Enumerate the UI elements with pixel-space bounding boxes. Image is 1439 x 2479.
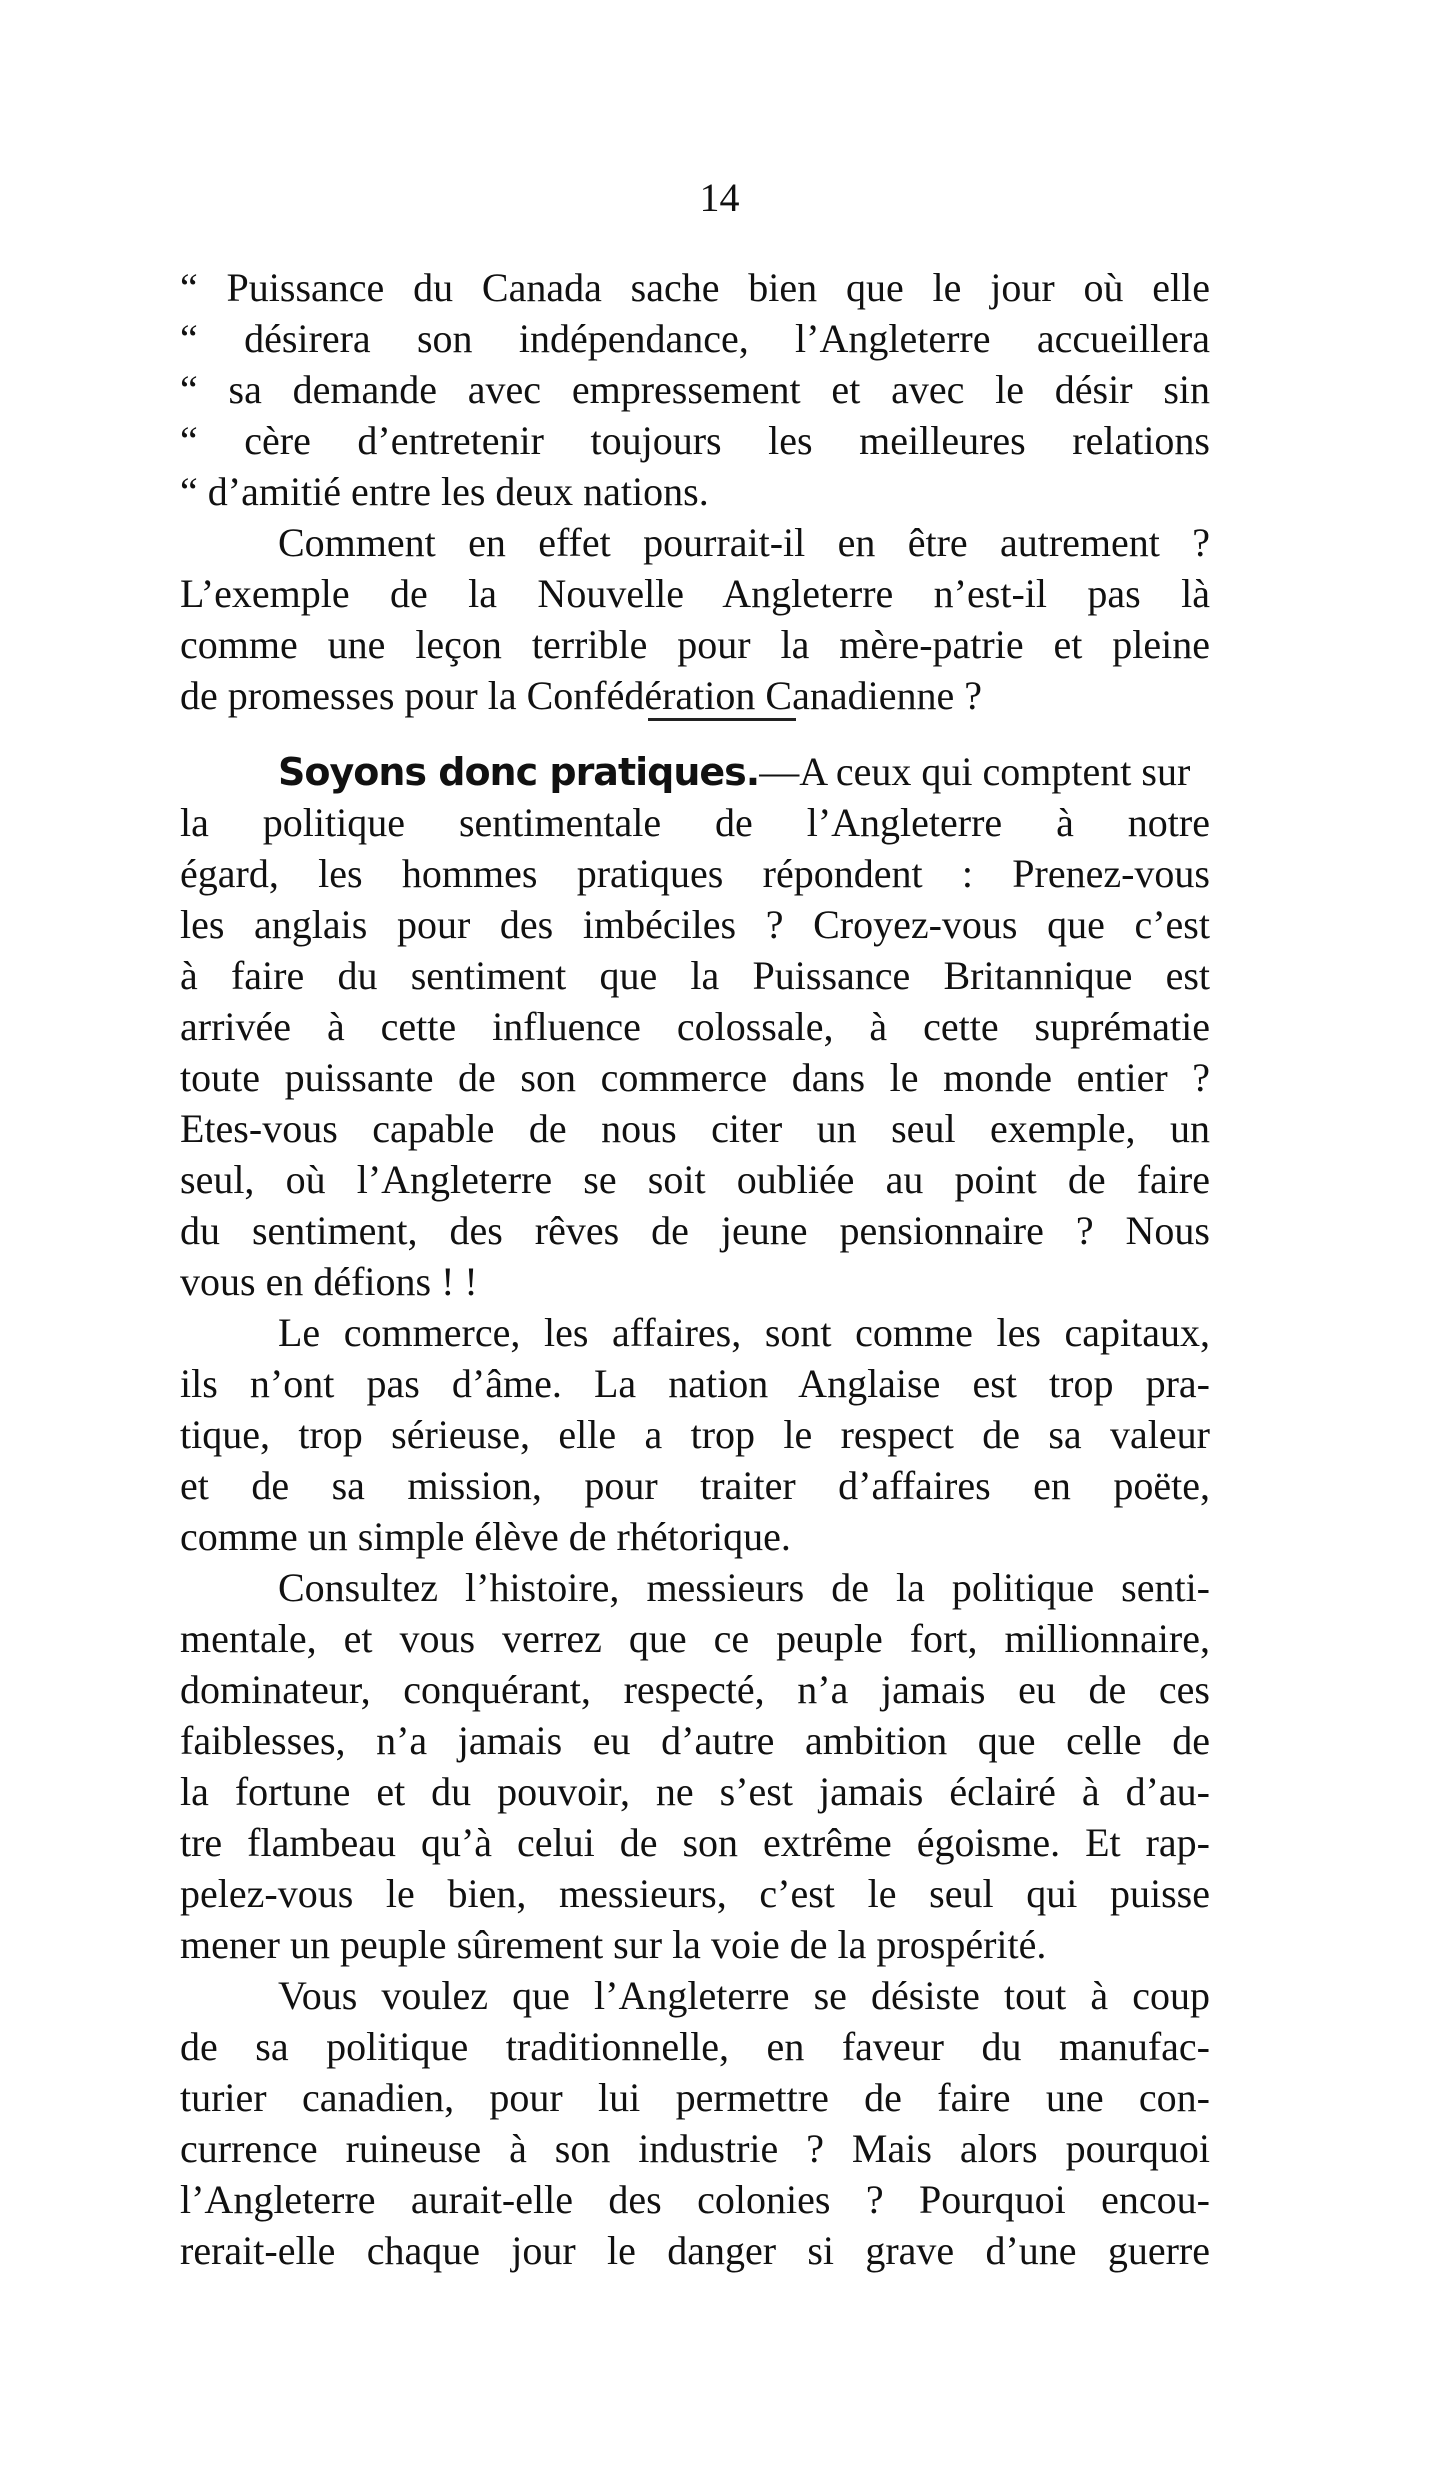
text-line: la fortune et du pouvoir, ne s’est jamais éclairé à d’au- [180,1769,1210,1814]
text-line: du sentiment, des rêves de jeune pensionnaire ? Nous [180,1208,1210,1253]
text-line: ils n’ont pas d’âme. La nation Anglaise est trop pra- [180,1361,1210,1406]
text-line: L’exemple de la Nouvelle Angleterre n’est-il pas là [180,571,1210,616]
text-line: currence ruineuse à son industrie ? Mais alors pourquoi [180,2126,1210,2171]
text-line: tique, trop sérieuse, elle a trop le respect de sa valeur [180,1412,1210,1457]
text-line: les anglais pour des imbéciles ? Croyez-vous que c’est [180,902,1210,947]
text-line: dominateur, conquérant, respecté, n’a jamais eu de ces [180,1667,1210,1712]
text-line: de sa politique traditionnelle, en faveur du manufac- [180,2024,1210,2069]
text-line: Etes-vous capable de nous citer un seul exemple, un [180,1106,1210,1151]
section-divider [648,718,796,721]
text-line: Consultez l’histoire, messieurs de la politique senti- [278,1565,1210,1610]
text-line: faiblesses, n’a jamais eu d’autre ambition que celle de [180,1718,1210,1763]
text-line: mentale, et vous verrez que ce peuple fort, millionnaire, [180,1616,1210,1661]
text-line: “ d’amitié entre les deux nations. [180,469,709,514]
quote-block [180,262,1210,517]
text-line: vous en défions ! ! [180,1259,478,1304]
text-line: “ cère d’entretenir toujours les meilleures relations [180,418,1210,463]
section-heading: Soyons donc pratiques. [278,750,760,794]
text-line: pelez-vous le bien, messieurs, c’est le seul qui puisse [180,1871,1210,1916]
text-line: tre flambeau qu’à celui de son extrême égoisme. Et rap- [180,1820,1210,1865]
paragraph [180,517,1210,721]
text-line: comme une leçon terrible pour la mère-patrie et pleine [180,622,1210,667]
text-line: —A ceux qui comptent sur [759,749,1191,794]
text-line: mener un peuple sûrement sur la voie de la prospérité. [180,1922,1047,1967]
text-line: arrivée à cette influence colossale, à cette suprématie [180,1004,1210,1049]
text-line: égard, les hommes pratiques répondent : Prenez-vous [180,851,1210,896]
text-line: à faire du sentiment que la Puissance Britannique est [180,953,1210,998]
text-line: l’Angleterre aurait-elle des colonies ? Pourquoi encou- [180,2177,1210,2222]
text-line: “ Puissance du Canada sache bien que le jour où elle [180,265,1210,310]
section [180,746,1210,1307]
text-line: Comment en effet pourrait-il en être autrement ? [278,520,1210,565]
text-line: “ sa demande avec empressement et avec le désir sin [180,367,1210,412]
text-line: Vous voulez que l’Angleterre se désiste tout à coup [278,1973,1210,2018]
paragraph [180,1970,1210,2276]
paragraph [180,1307,1210,1562]
text-line: seul, où l’Angleterre se soit oubliée au point de faire [180,1157,1210,1202]
text-line: de promesses pour la Confédération Canadienne ? [180,673,982,718]
text-line: et de sa mission, pour traiter d’affaires en poëte, [180,1463,1210,1508]
text-line: rerait-elle chaque jour le danger si grave d’une guerre [180,2228,1210,2273]
paragraph [180,1562,1210,1970]
text-line: turier canadien, pour lui permettre de faire une con- [180,2075,1210,2120]
text-line: “ désirera son indépendance, l’Angleterre accueillera [180,316,1210,361]
section-first-line [180,746,1210,797]
text-line: Le commerce, les affaires, sont comme les capitaux, [278,1310,1210,1355]
text-line: la politique sentimentale de l’Angleterre à notre [180,800,1210,845]
text-line: toute puissante de son commerce dans le monde entier ? [180,1055,1210,1100]
text-line: comme un simple élève de rhétorique. [180,1514,791,1559]
page-number: 14 [699,175,740,220]
